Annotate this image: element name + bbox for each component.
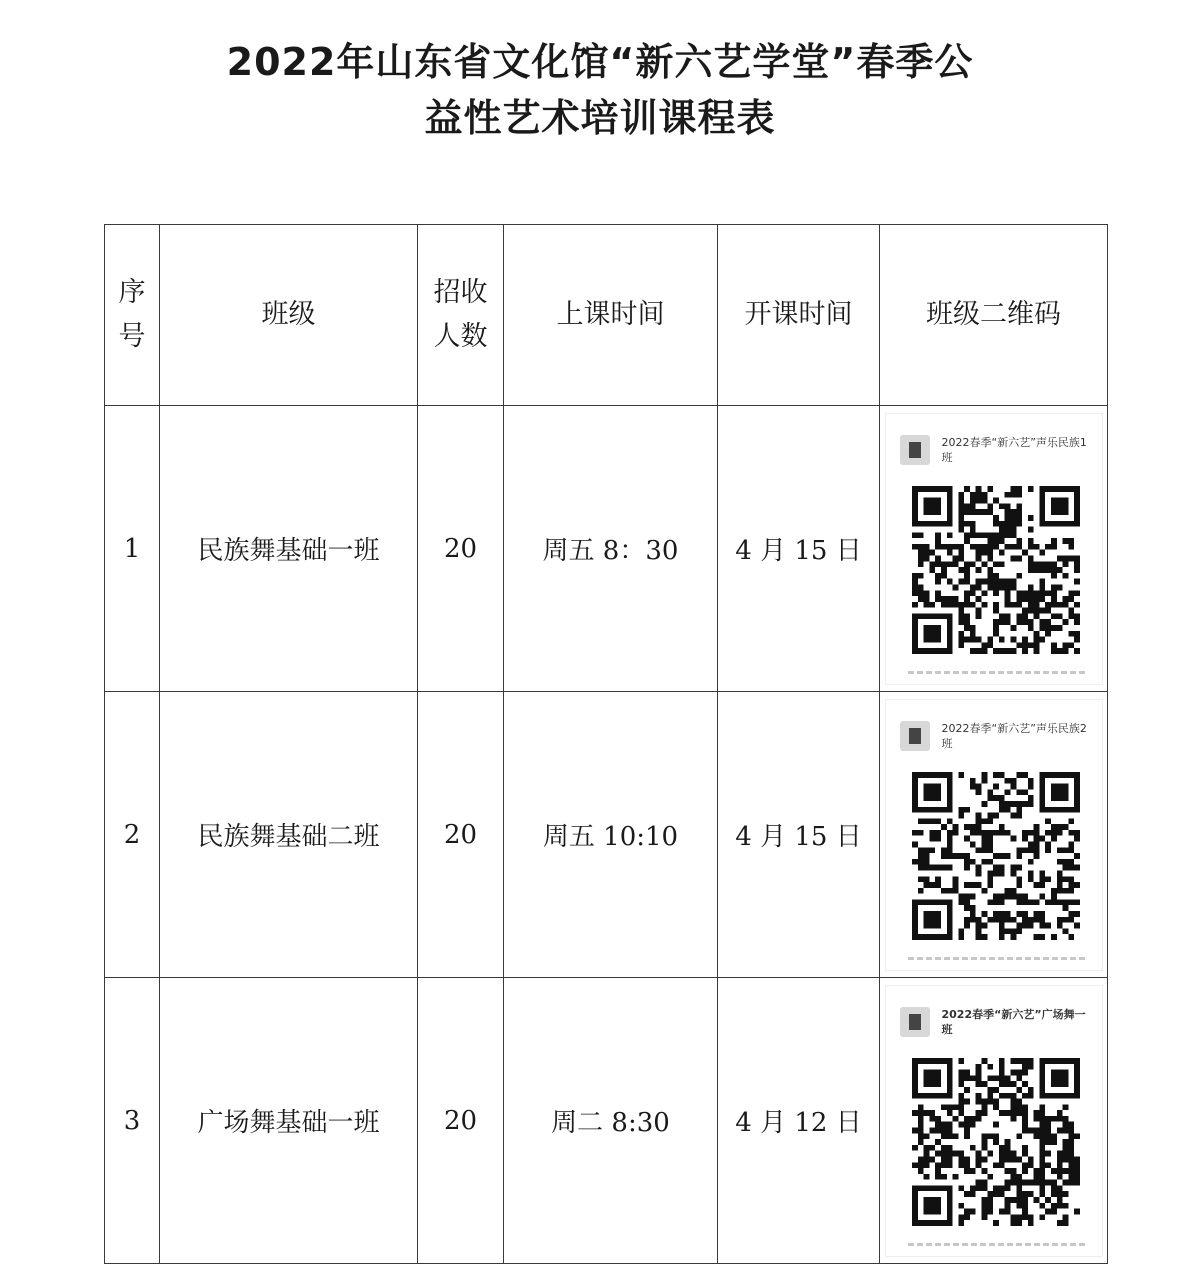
header-quota-line-2: 人数: [433, 321, 488, 352]
title-line-2: 益性艺术培训课程表: [424, 96, 776, 140]
row-qr-cell: [880, 406, 1108, 692]
row-class-time: 周二 8:30: [504, 978, 718, 1264]
row-index: 3: [105, 978, 160, 1264]
row-quota: 20: [418, 978, 504, 1264]
qr-card-header: [900, 1002, 1094, 1042]
wechat-group-qr-card[interactable]: [885, 413, 1103, 685]
row-class-name: 民族舞基础一班: [160, 406, 418, 692]
qr-code-icon: [912, 772, 1080, 940]
row-quota: 20: [418, 692, 504, 978]
header-quota-line-1: 招收: [433, 277, 488, 308]
table-row: [105, 978, 1108, 1264]
row-start-date: 4 月 12 日: [718, 978, 880, 1264]
table-row: [105, 406, 1108, 692]
row-index: 2: [105, 692, 160, 978]
qr-card-header: [900, 430, 1094, 470]
table-header-row: [105, 225, 1108, 406]
group-avatar-icon: [900, 435, 930, 465]
row-start-date: 4 月 15 日: [718, 406, 880, 692]
row-start-date: 4 月 15 日: [718, 692, 880, 978]
header-index-line-1: 序: [118, 277, 146, 308]
qr-group-name: 2022春季“新六艺”声乐民族2班: [941, 721, 1087, 750]
title-line-1: 2022年山东省文化馆“新六艺学堂”春季公: [226, 40, 974, 84]
row-class-time: 周五 10:10: [504, 692, 718, 978]
header-quota: [418, 225, 504, 406]
row-class-time: 周五 8：30: [504, 406, 718, 692]
wechat-group-qr-card[interactable]: [885, 699, 1103, 971]
qr-footnote: [908, 671, 1088, 674]
header-class-time: 上课时间: [504, 225, 718, 406]
wechat-group-qr-card[interactable]: [885, 985, 1103, 1257]
qr-group-name: 2022春季“新六艺”声乐民族1班: [941, 435, 1087, 464]
course-schedule-table: [104, 224, 1108, 1264]
qr-code-icon: [912, 1058, 1080, 1226]
row-quota: 20: [418, 406, 504, 692]
header-qr-code: 班级二维码: [880, 225, 1108, 406]
header-class: 班级: [160, 225, 418, 406]
header-index-line-2: 号: [118, 321, 146, 352]
row-qr-cell: [880, 978, 1108, 1264]
qr-group-name: 2022春季“新六艺”广场舞一班: [941, 1007, 1086, 1036]
qr-card-header: [900, 716, 1094, 756]
row-class-name: 广场舞基础一班: [160, 978, 418, 1264]
qr-footnote: [908, 1243, 1088, 1246]
group-avatar-icon: [900, 721, 930, 751]
table-row: [105, 692, 1108, 978]
header-start-date: 开课时间: [718, 225, 880, 406]
row-class-name: 民族舞基础二班: [160, 692, 418, 978]
row-index: 1: [105, 406, 160, 692]
document-title: [0, 34, 1200, 146]
row-qr-cell: [880, 692, 1108, 978]
qr-code-icon: [912, 486, 1080, 654]
qr-footnote: [908, 957, 1088, 960]
group-avatar-icon: [900, 1007, 930, 1037]
header-index: [105, 225, 160, 406]
